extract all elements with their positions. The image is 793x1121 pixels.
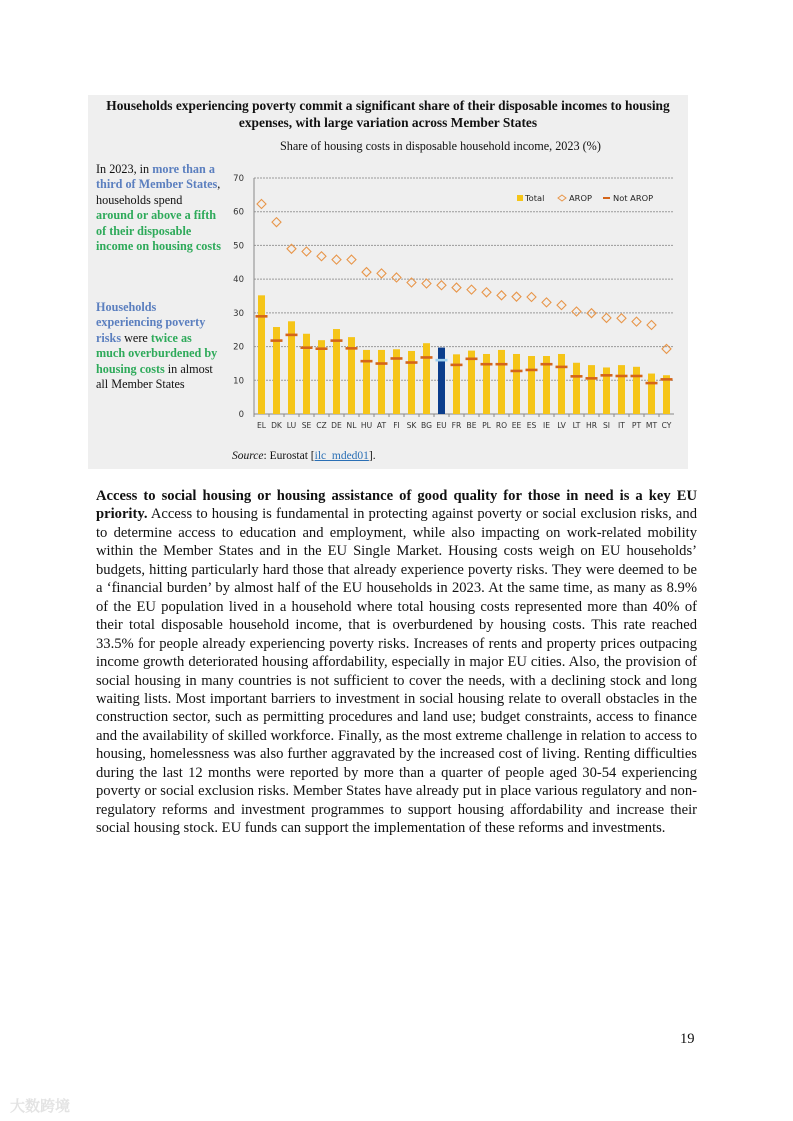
x-tick-label: FR [451,421,462,430]
legend-not-arop-swatch [603,197,610,199]
bar-total [423,343,430,414]
marker-not-arop [361,360,373,363]
bar-total [618,365,625,414]
marker-not-arop [391,357,403,360]
y-tick-label: 20 [233,342,244,353]
marker-not-arop [466,358,478,361]
lead-bold: Access to social housing or housing assistance of good quality for those in need is a key EU priority. [96,488,697,523]
marker-arop [647,320,656,329]
bar-total [363,350,370,414]
bar-chart [88,95,688,469]
marker-arop [257,199,266,208]
note1-part: more than a third of Member States [96,162,218,192]
marker-arop [422,279,431,288]
note2-part: Households experiencing poverty risks [96,300,206,345]
x-tick-label: DK [271,421,282,430]
note2-part: twice as much overburdened by housing costs [96,330,218,376]
marker-arop [347,255,356,264]
legend-arop-label: AROP [569,193,592,203]
note2-part: were [121,330,151,345]
x-tick-label: LU [286,421,297,430]
marker-arop [572,307,581,316]
bar-total [318,340,325,414]
x-tick-label: CZ [316,421,327,430]
marker-not-arop [331,339,343,342]
marker-not-arop [256,315,268,318]
y-tick-label: 60 [233,207,244,218]
y-tick-label: 40 [233,275,244,286]
bar-total [633,367,640,414]
marker-arop [317,252,326,261]
x-tick-label: PT [631,421,642,430]
marker-not-arop [526,369,538,372]
marker-arop [542,298,551,307]
figure-title: Households experiencing poverty commit a significant share of their disposable incomes to housing expenses, with large variation across Member States [106,98,670,130]
marker-not-arop [436,359,448,362]
figure-panel [88,95,688,469]
x-tick-label: CY [661,421,672,430]
source-link[interactable]: ilc_mded01 [314,450,369,462]
bar-total [648,374,655,414]
x-tick-label: RO [495,421,508,430]
bar-total [303,334,310,414]
y-tick-label: 10 [233,376,244,387]
x-tick-label: NL [346,421,357,430]
legend-total-label: Total [525,193,545,203]
marker-arop [377,269,386,278]
marker-arop [302,247,311,256]
marker-arop [272,218,281,227]
x-tick-label: EL [256,421,267,430]
paragraph-text: Access to housing is fundamental in protecting against poverty or social exclusion risks, and to determine access to education and employment, while also impacting on work-related mobility within the Member States and in the EU Single Market. Housing costs weigh on EU households’ budgets, hitting particularly hard those that already experience poverty risks. They were deemed to be a ‘financial burden’ by almost half of the EU households in 2023. At the same time, as many as 8.9% of the EU population lived in a household where total housing costs represented more than 40% of their total disposable household income, that is overburdened by housing costs. This rate reached 33.5% for people already experiencing poverty risks. Increases of rents and property prices outpacing income growth deteriorated housing affordability, especially in major EU cities. Also, the provision of social housing in many countries is not sufficient to cover the needs, with a declining stock and long waiting lists. Most important barriers to investment in social housing relate to overall obstacles in the construction sector, such as permitting procedures and land use; budget constraints, access to finance and the availability of skilled workforce. Finally, as the most extreme challenge in relation to access to housing, homelessness was also further aggravated by the increased cost of living. Renting difficulties during the last 12 months were reported by more than a quarter of people aged 30-54 experiencing poverty or social exclusion risks. Member States have already put in place various regulatory and non-regulatory reforms and investment programmes to support housing affordability and increase their social housing stock. EU funds can support the implementation of these reforms and investments. [96,506,697,837]
marker-not-arop [481,363,493,366]
marker-not-arop [586,377,598,380]
marker-not-arop [601,374,613,377]
marker-not-arop [316,347,328,350]
body-paragraph [96,487,697,838]
marker-arop [437,281,446,290]
marker-arop [392,273,401,282]
chart-subtitle: Share of housing costs in disposable household income, 2023 (%) [280,139,601,153]
bar-total [408,351,415,414]
marker-arop [602,313,611,322]
bar-total [453,354,460,414]
legend-arop-swatch [558,195,566,201]
y-tick-label: 50 [233,241,244,252]
x-tick-label: IE [542,421,551,430]
bar-total [468,351,475,414]
marker-arop [497,291,506,300]
x-tick-label: BE [466,421,477,430]
marker-not-arop [346,347,358,350]
x-tick-label: BG [421,421,432,430]
marker-not-arop [616,375,628,378]
marker-not-arop [646,382,658,385]
bar-total [528,356,535,414]
bar-total [573,363,580,414]
x-tick-label: HR [586,421,597,430]
marker-not-arop [451,364,463,367]
marker-arop [527,293,536,302]
marker-not-arop [301,346,313,349]
marker-not-arop [406,361,418,364]
x-tick-label: IT [618,421,625,430]
bar-total [378,350,385,414]
x-tick-label: ES [526,421,537,430]
marker-arop [617,314,626,323]
bar-total [498,350,505,414]
x-tick-label: PL [482,421,491,430]
marker-arop [632,317,641,326]
marker-arop [482,288,491,297]
note1-part: , households spend [96,177,221,207]
marker-arop [452,283,461,292]
marker-not-arop [421,356,433,359]
source-text: : Eurostat [ [263,450,315,462]
note1-part: In 2023, in [96,162,153,176]
marker-not-arop [511,370,523,373]
x-tick-label: EU [436,421,447,430]
x-tick-label: LV [557,421,566,430]
note2-part: in almost all Member States [96,361,213,392]
marker-not-arop [556,366,568,369]
bar-total [258,295,265,414]
x-tick-label: HU [360,421,373,430]
x-tick-label: LT [572,421,581,430]
x-tick-label: DE [331,421,342,430]
marker-arop [557,301,566,310]
y-tick-label: 70 [233,174,244,184]
source-note [232,450,376,462]
marker-not-arop [496,363,508,366]
bar-total [663,375,670,414]
marker-not-arop [286,334,298,337]
marker-arop [512,292,521,301]
marker-not-arop [631,375,643,378]
x-tick-label: AT [376,421,387,430]
x-tick-label: SI [602,421,611,430]
marker-not-arop [376,362,388,365]
marker-arop [467,285,476,294]
bar-total [588,365,595,414]
watermark: 大数跨境 [10,1097,71,1115]
bar-total [438,348,445,414]
x-tick-label: EE [511,421,522,430]
page-number: 19 [680,1031,695,1047]
marker-not-arop [541,363,553,366]
marker-not-arop [271,339,283,342]
marker-arop [332,255,341,264]
x-tick-label: MT [645,421,658,430]
marker-arop [662,344,671,353]
x-tick-label: FI [393,421,400,430]
source-end: ]. [368,450,376,462]
y-tick-label: 30 [233,308,244,319]
bar-total [558,354,565,414]
marker-not-arop [661,378,673,381]
y-tick-label: 0 [238,410,244,420]
marker-arop [362,268,371,277]
bar-total [513,354,520,414]
note1-part: around or above a fifth of their disposable income on housing costs [96,208,221,254]
x-tick-label: SE [301,421,312,430]
source-label: Source [232,450,264,462]
legend-not-arop-label: Not AROP [613,193,654,203]
legend-total-swatch [517,195,523,201]
marker-not-arop [571,375,583,378]
x-tick-label: SK [406,421,417,430]
